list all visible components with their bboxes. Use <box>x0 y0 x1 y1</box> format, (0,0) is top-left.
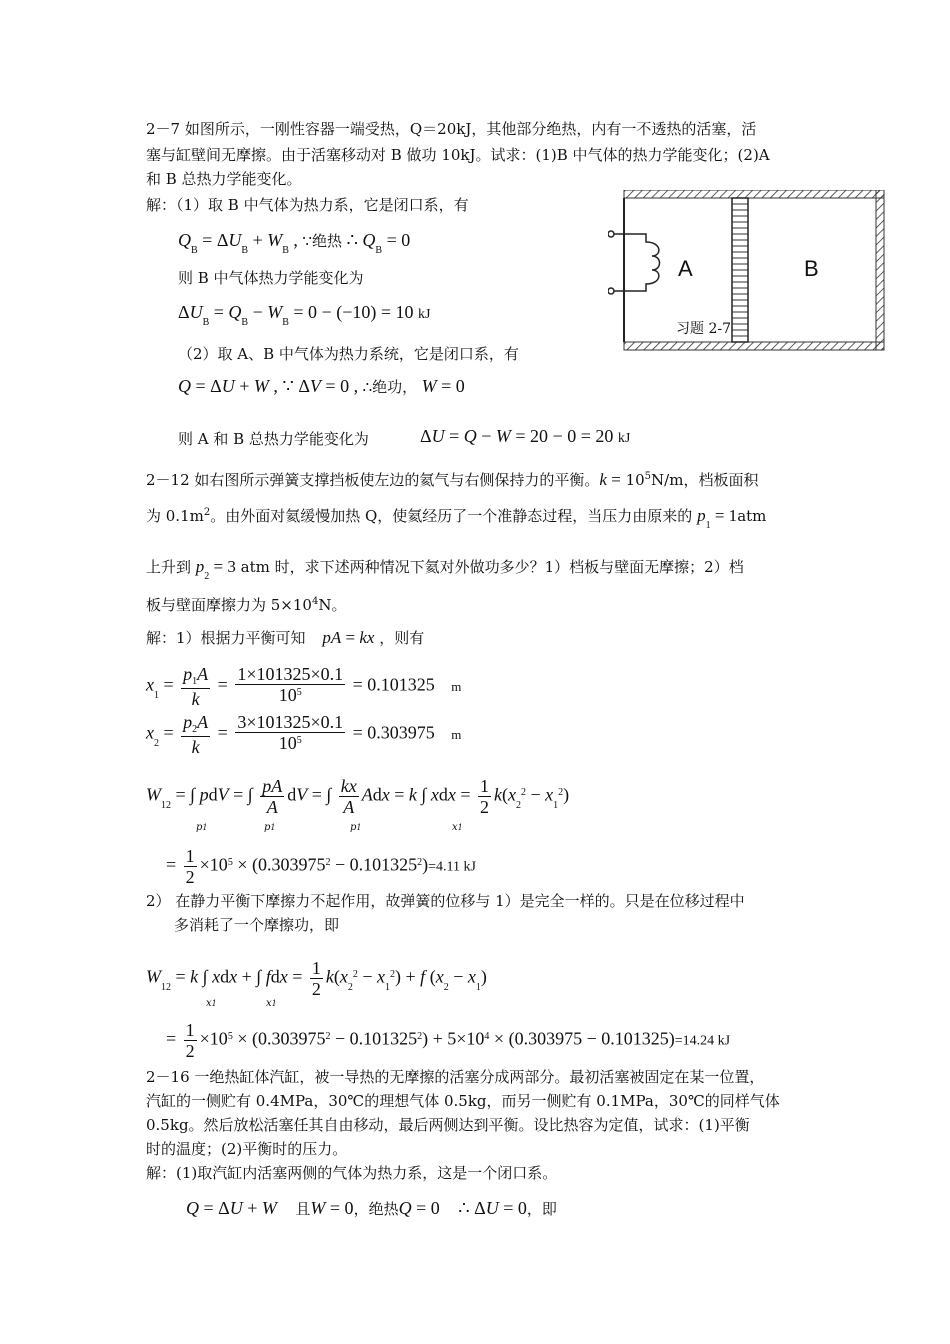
problem-2-16-line-2: 汽缸的一侧贮有 0.4MPa，30℃的理想气体 0.5kg，而另一侧贮有 0.1MPa，30℃的同样气体 <box>146 1092 780 1110</box>
container-wall <box>624 190 884 350</box>
equation-x1: $x_1$ = $\frac{p_1A}{k}$ = $\frac{1\times 101325\times 0.1}{10^5}$ = 0.101325 m <box>146 664 462 709</box>
label-a: A <box>678 256 693 281</box>
label-b: B <box>804 256 819 281</box>
figure-2-7 <box>608 190 900 356</box>
equation-w12-friction-value: = $\frac{1}{2}$ $\times 10^5 \times (0.303975^2 - 0.101325^2) + 5\times 10^4 \times (0.303975 - 0.101325)=14.24$ kJ <box>166 1020 731 1061</box>
case-2-line-2: 多消耗了一个摩擦功，即 <box>174 916 340 934</box>
figure-caption: 习题 2-7 <box>676 321 731 337</box>
case-2-line-1: 2） 在静力平衡下摩擦力不起作用，故弹簧的位移与 1）是完全一样的。只是在位移过程中 <box>146 892 745 910</box>
problem-2-12-line-4: 板与壁面摩擦力为 $5\times 10^4N$。 <box>146 596 347 614</box>
equation-q-total: Q = ΔU + W , ∵ ΔV = 0 , ∴绝功， W = 0 <box>178 376 465 396</box>
solution-2-7-part-2: （2）取 A、B 中气体为热力系统，它是闭口系，有 <box>178 345 519 363</box>
integral-lower-limit: x1 <box>452 822 463 833</box>
then-total-change: 则 A 和 B 总热力学能变化为 <box>178 430 369 448</box>
problem-2-16-line-3: 0.5kg。然后放松活塞任其自由移动，最后两侧达到平衡。设比热容为定值，试求：(1)平衡 <box>146 1116 750 1134</box>
integral-lower-limit: p1 <box>350 822 362 833</box>
problem-2-7-line-3: 和 B 总热力学能变化。 <box>146 170 302 188</box>
integral-lower-limit: p1 <box>264 822 276 833</box>
problem-2-16-line-1: 2－16 一绝热缸体汽缸，被一导热的无摩擦的活塞分成两部分。最初活塞被固定在某一位置， <box>146 1068 765 1086</box>
solution-2-16-part-1: 解：(1)取汽缸内活塞两侧的气体为热力系，这是一个闭口系。 <box>146 1164 558 1182</box>
problem-2-16-line-4: 时的温度；(2)平衡时的压力。 <box>146 1140 348 1158</box>
problem-2-12-line-3: 上升到 $p_2 = 3$ atm 时，求下述两种情况下氦对外做功多少？1）档板与壁面无摩擦；2）档 <box>146 557 744 582</box>
piston <box>732 198 748 342</box>
integral-lower-limit: p1 <box>196 822 208 833</box>
equation-delta-u-total: ΔU = Q − W = 20 − 0 = 20 kJ <box>420 426 631 446</box>
solution-2-7-part-1: 解：（1）取 B 中气体为热力系，它是闭口系，有 <box>146 196 469 214</box>
problem-2-7-line-1: 2－7 如图所示，一刚性容器一端受热，Q＝20kJ，其他部分绝热，内有一不透热的活塞，活 <box>146 120 757 138</box>
problem-2-12-line-1: 2－12 如右图所示弹簧支撑挡板使左边的氦气与右侧保持力的平衡。$k = 10^5N/m$，档板面积 <box>146 470 759 489</box>
equation-delta-ub: $\Delta U_B = Q_B - W_B = 0 - (-10) = 10$ kJ <box>178 302 431 328</box>
equation-first-law-2-16: Q = ΔU + W 且W = 0，绝热Q = 0 ∴ ΔU = 0，即 <box>186 1198 557 1218</box>
equation-x2: $x_2$ = $\frac{p_2A}{k}$ = $\frac{3\times 101325\times 0.1}{10^5}$ = 0.303975 m <box>146 712 462 757</box>
problem-2-7-line-2: 塞与缸壁间无摩擦。由于活塞移动对 B 做功 10kJ。试求：(1)B 中气体的热力学能变化；(2)A <box>146 146 770 164</box>
heating-coil <box>608 231 660 294</box>
equation-qb: $Q_B = \Delta U_B + W_B$ , ∵绝热 ∴ $Q_B = 0$ <box>178 230 411 256</box>
problem-2-12-line-2: 为 $0.1m^2$。由外面对氦缓慢加热 Q，使氦经历了一个准静态过程，当压力由原来的 $p_1 = 1atm$ <box>146 506 767 531</box>
equation-w12-value: = $\frac{1}{2}$ $\times 10^5 \times (0.303975^2 - 0.101325^2)=4.11$ kJ <box>166 846 476 887</box>
then-b-change: 则 B 中气体热力学能变化为 <box>178 269 364 287</box>
solution-2-12-part-1: 解：1）根据力平衡可知 pA = kx ，则有 <box>146 628 425 647</box>
integral-lower-limit: x1 <box>266 998 277 1009</box>
equation-w12-friction: $W_{12} = k$ ∫ xdx + ∫ fdx = $\frac{1}{2}$ $k(x_2^2 - x_1^2) + f$ $(x_2 - x_1)$ <box>146 958 487 999</box>
equation-w12: $W_{12}$ = ∫ pdV = ∫ $\frac{pA}{A}$ dV = ∫ $\frac{kx}{A}$ Adx = k ∫ xdx = $\frac{1}{2}$ $k(x_2^2 - x_1^2)$ <box>146 776 570 817</box>
integral-lower-limit: x1 <box>206 998 217 1009</box>
